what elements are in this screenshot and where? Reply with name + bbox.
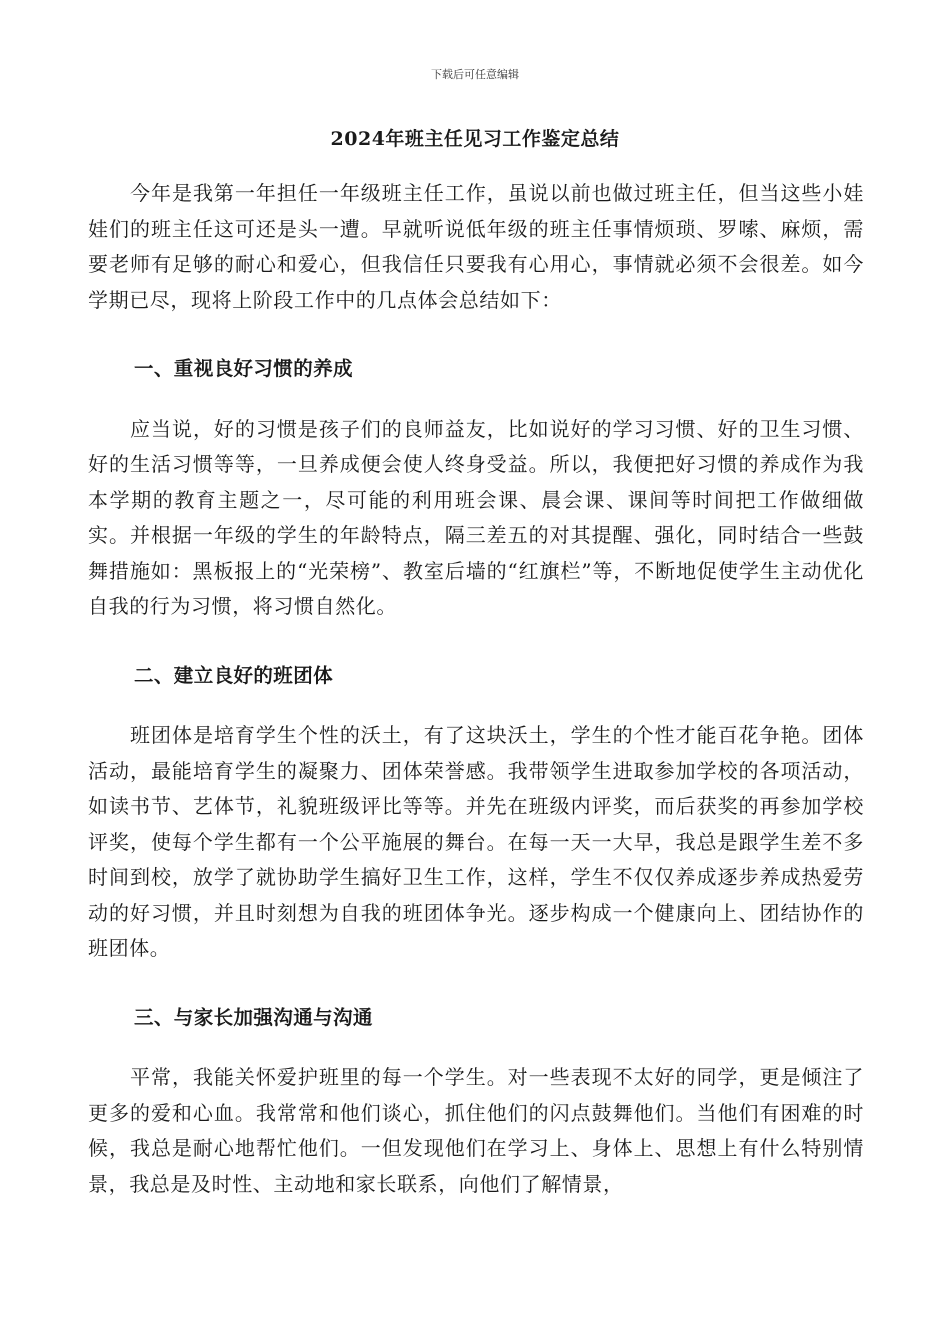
section-heading-1: 一、重视良好习惯的养成 xyxy=(134,357,353,380)
section-heading-2: 二、建立良好的班团体 xyxy=(134,663,334,687)
document-title: 2024年班主任见习工作鉴定总结 xyxy=(330,128,620,150)
section-paragraph-2: 班团体是培育学生个性的沃土，有了这块沃土，学生的个性才能百花争艳。团体活动，最能培育学生的凝聚力、团体荣誉感。我带领学生进取参加学校的各项活动，如读书节、艺体节，礼貌班级评比等等。并先在班级内评奖，而后获奖的再参加学校评奖，使每个学生都有一个公平施展的舞台。在每一天一大早，我总是跟学生差不多时间到校，放学了就协助学生搞好卫生工作，这样，学生不仅仅养成逐步养成热爱劳动的好习惯，并且时刻想为自我的班团体争光。逐步构成一个健康向上、团结协作的班团体。 xyxy=(88,723,864,960)
section-paragraph-3: 平常，我能关怀爱护班里的每一个学生。对一些表现不太好的同学，更是倾注了更多的爱和心血。我常常和他们谈心，抓住他们的闪点鼓舞他们。当他们有困难的时候，我总是耐心地帮忙他们。一但发现他们在学习上、身体上、思想上有什么特别情景，我总是及时性、主动地和家长联系，向他们了解情景， xyxy=(88,1065,864,1196)
section-heading-3: 三、与家长加强沟通与沟通 xyxy=(134,1005,373,1029)
section-paragraph-1: 应当说，好的习惯是孩子们的良师益友，比如说好的学习习惯、好的卫生习惯、好的生活习惯等等，一旦养成便会使人终身受益。所以，我便把好习惯的养成作为我本学期的教育主题之一，尽可能的利用班会课、晨会课、课间等时间把工作做细做实。并根据一年级的学生的年龄特点，隔三差五的对其提醒、强化，同时结合一些鼓舞措施如：黑板报上的“光荣榜”、教室后墙的“红旗栏”等，不断地促使学生主动优化自我的行为习惯，将习惯自然化。 xyxy=(88,416,864,618)
header-note: 下载后可任意编辑 xyxy=(431,68,519,81)
document-body xyxy=(88,176,864,1202)
intro-paragraph: 今年是我第一年担任一年级班主任工作，虽说以前也做过班主任，但当这些小娃娃们的班主任这可还是头一遭。早就听说低年级的班主任事情烦琐、罗嗦、麻烦，需要老师有足够的耐心和爱心，但我信任只要我有心用心，事情就必须不会很差。如今学期已尽，现将上阶段工作中的几点体会总结如下： xyxy=(88,181,864,312)
